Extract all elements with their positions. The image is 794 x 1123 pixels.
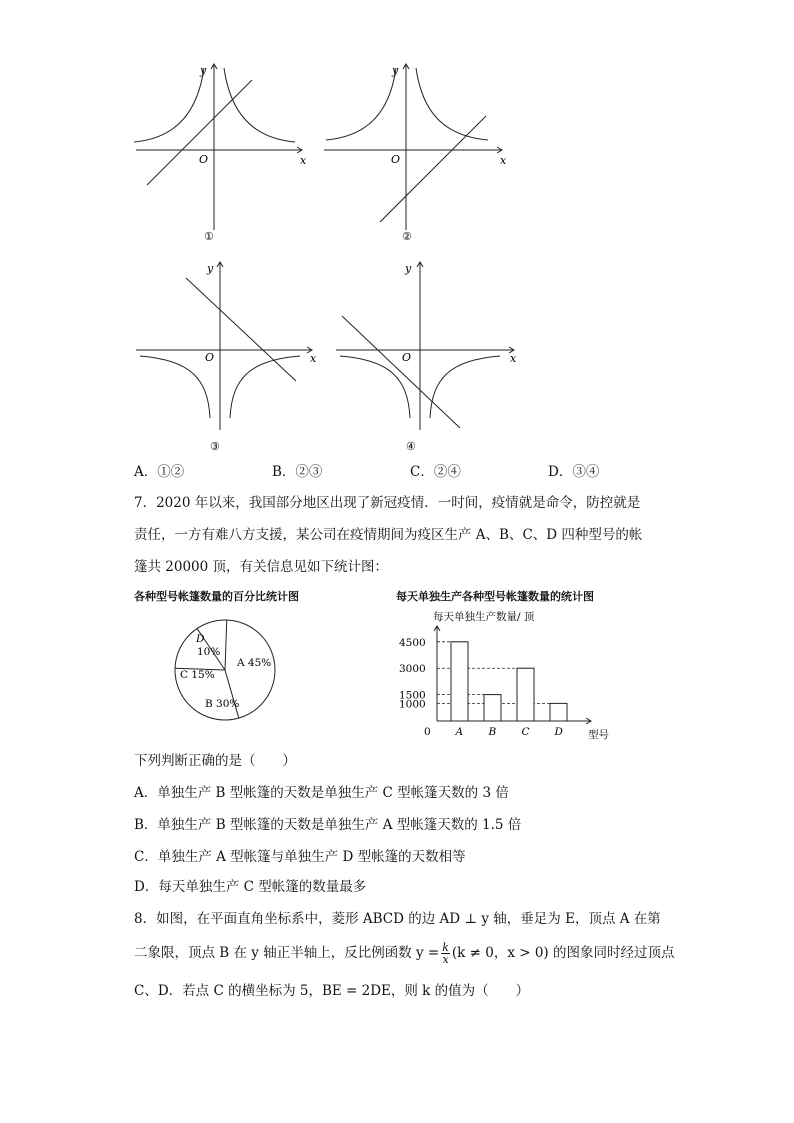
q7-option-a: A．单独生产 B 型帐篷的天数是单独生产 C 型帐篷天数的 3 倍: [134, 785, 509, 801]
pie-label-d-percent: 10%: [197, 646, 221, 658]
bar-d: [550, 703, 567, 721]
q6-option-a: A．①②: [134, 464, 185, 480]
q8-fraction-den: x: [442, 953, 449, 966]
bar-b: [484, 695, 501, 721]
q7-line-2: 责任，一方有难八方支援，某公司在疫情期间为疫区生产 A、B、C、D 四种型号的帐: [134, 527, 643, 543]
graph-4-number: ④: [406, 440, 416, 453]
graph-3: [130, 258, 320, 454]
graph-1-y-label: y: [200, 64, 207, 77]
pie-chart: [170, 615, 280, 725]
graph-4-x-label: x: [510, 352, 517, 365]
bar-chart-origin: 0: [424, 726, 431, 738]
q8-line-3: C、D．若点 C 的横坐标为 5，BE = 2DE，则 k 的值为（ ）: [134, 983, 530, 999]
bar-ytick-1500: 1500: [399, 689, 426, 702]
pie-label-a: A 45%: [237, 657, 272, 669]
q8-line-2-start: 二象限，顶点 B 在 y 轴正半轴上，反比例函数 y =: [134, 945, 440, 961]
graph-4-origin: O: [402, 351, 412, 364]
bar-ytick-4500: 4500: [399, 636, 426, 649]
q7-prompt: 下列判断正确的是（ ）: [134, 753, 296, 769]
graph-3-number: ③: [210, 440, 220, 453]
q7-option-b: B．单独生产 B 型帐篷的天数是单独生产 A 型帐篷天数的 1.5 倍: [134, 817, 522, 833]
bar-ytick-3000: 3000: [399, 663, 426, 676]
q7-option-c: C．单独生产 A 型帐篷与单独生产 D 型帐篷的天数相等: [134, 849, 466, 865]
bar-xtick-c: C: [521, 726, 530, 738]
graph-2-origin: O: [391, 153, 401, 166]
q8-fraction-num: k: [442, 941, 449, 954]
q8-line-2: [134, 942, 675, 965]
bar-ytick-1000: 1000: [399, 698, 426, 711]
bar-chart-xlabel: 型号: [588, 729, 609, 741]
graph-2-number: ②: [402, 230, 412, 243]
q6-option-b: B．②③: [272, 464, 323, 480]
graph-2-y-label: y: [392, 64, 399, 77]
pie-label-d: D: [196, 633, 205, 645]
q8-line-1: 8．如图，在平面直角坐标系中，菱形 ABCD 的边 AD ⊥ y 轴，垂足为 E，顶点 A 在第: [134, 911, 661, 927]
graph-3-x-label: x: [310, 352, 317, 365]
pie-label-c: C 15%: [180, 669, 215, 681]
graph-2: [318, 60, 508, 250]
q7-line-3: 篷共 20000 顶，有关信息见如下统计图：: [134, 559, 389, 575]
graph-1-origin: O: [199, 153, 209, 166]
graph-3-origin: O: [205, 351, 215, 364]
bar-chart: [395, 604, 625, 744]
graph-2-x-label: x: [500, 154, 507, 167]
bar-c: [517, 668, 534, 721]
bar-chart-title: 每天单独生产各种型号帐篷数量的统计图: [396, 590, 594, 603]
q6-option-c: C．②④: [410, 464, 461, 480]
graph-3-y-label: y: [207, 262, 214, 275]
q8-fraction: [441, 942, 450, 965]
graph-4: [330, 258, 520, 454]
graph-4-y-label: y: [405, 262, 412, 275]
q6-option-d: D．③④: [548, 464, 600, 480]
bar-a: [451, 642, 468, 721]
bar-xtick-a: A: [455, 726, 464, 738]
pie-slice-boundary-b: [225, 670, 239, 718]
pie-chart-title: 各种型号帐篷数量的百分比统计图: [134, 590, 299, 603]
q8-line-2-end: (k ≠ 0，x > 0) 的图象同时经过顶点: [451, 945, 675, 961]
graph-1-x-label: x: [300, 154, 307, 167]
pie-label-b: B 30%: [205, 698, 240, 710]
graph-1: [130, 60, 310, 250]
bar-xtick-b: B: [488, 726, 497, 738]
graph-1-number: ①: [204, 230, 214, 243]
pie-slice-boundary-a: [225, 620, 227, 670]
bar-chart-ylabel: 每天单独生产数量/ 顶: [433, 611, 535, 623]
bar-xtick-d: D: [554, 726, 563, 738]
q7-option-d: D．每天单独生产 C 型帐篷的数量最多: [134, 879, 367, 895]
q7-line-1: 7．2020 年以来，我国部分地区出现了新冠疫情．一时间，疫情就是命令，防控就是: [134, 495, 641, 511]
